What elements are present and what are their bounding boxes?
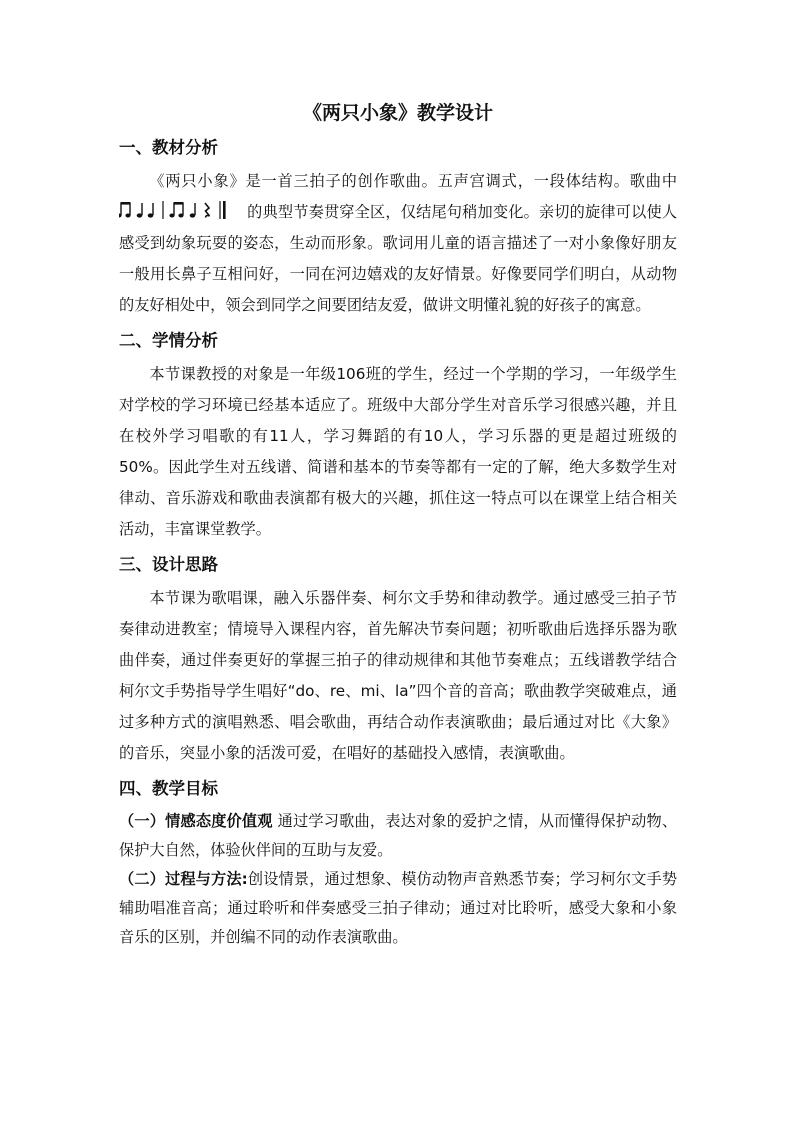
section-heading: 四、教学目标: [119, 779, 218, 798]
section-paragraph: 本节课教授的对象是一年级106班的学生，经过一个学期的学习，一年级学生对学校的学习环境已经基本适应了。班级中大部分学生对音乐学习很感兴趣，并且在校外学习唱歌的有11人，学习舞蹈的有10人，学习乐器的更是超过班级的50%。因此学生对五线谱、简谱和基本的节奏等都有一定的了解，绝大多数学生对律动、音乐游戏和歌曲表演都有极大的兴趣，抓住这一特点可以在课堂上结合相关活动，丰富课堂教学。: [119, 365, 677, 538]
paragraph-text-before-rhythm: 《两只小象》是一首三拍子的创作歌曲。五声宫调式，一段体结构。歌曲中: [149, 172, 677, 190]
section-learner-analysis: [119, 329, 677, 545]
section-textbook-analysis: [119, 136, 677, 321]
section-teaching-goals: [119, 777, 677, 952]
goal-text: 创设情景，通过想象、模仿动物声音熟悉节奏；学习柯尔文手势辅助唱准音高；通过聆听和伴奏感受三拍子律动；通过对比聆听，感受大象和小象音乐的区别，并创编不同的动作表演歌曲。: [119, 870, 678, 946]
goal-label: （一）情感态度价值观: [119, 812, 273, 830]
goal-item: [119, 807, 677, 865]
section-heading: 二、学情分析: [119, 331, 218, 350]
section-paragraph: 本节课为歌唱课，融入乐器伴奏、柯尔文手势和律动教学。通过感受三拍子节奏律动进教室；情境导入课程内容，首先解决节奏问题；初听歌曲后选择乐器为歌曲伴奏，通过伴奏更好的掌握三拍子的律动规律和其他节奏难点；五线谱教学结合柯尔文手势指导学生唱好“do、re、mi、la”四个音的音高；歌曲教学突破难点，通过多种方式的演唱熟悉、唱会歌曲，再结合动作表演歌曲；最后通过对比《大象》的音乐，突显小象的活泼可爱，在唱好的基础投入感情，表演歌曲。: [119, 589, 677, 762]
section-paragraph: [119, 166, 677, 321]
paragraph-text-after-rhythm: 的典型节奏贯穿全区，仅结尾句稍加变化。亲切的旋律可以使人感受到幼象玩耍的姿态，生动而形象。歌词用儿童的语言描述了一对小象像好朋友一般用长鼻子互相问好，一同在河边嬉戏的友好情景。好像要同学们明白，从动物的友好相处中，领会到同学之间要团结友爱，做讲文明懂礼貌的好孩子的寓意。: [119, 203, 677, 314]
goal-label: （二）过程与方法:: [119, 870, 248, 888]
goal-text: 通过学习歌曲，表达对象的爱护之情，从而懂得保护动物、保护大自然，体验伙伴间的互助与友爱。: [119, 812, 678, 859]
document-page: [119, 100, 677, 952]
section-heading: 三、设计思路: [119, 555, 218, 574]
section-design-ideas: [119, 553, 677, 769]
goal-item: [119, 865, 677, 952]
rhythm-notation-icon: [119, 200, 237, 220]
document-title: 《两只小象》教学设计: [302, 102, 493, 124]
section-heading: 一、教材分析: [119, 138, 218, 157]
